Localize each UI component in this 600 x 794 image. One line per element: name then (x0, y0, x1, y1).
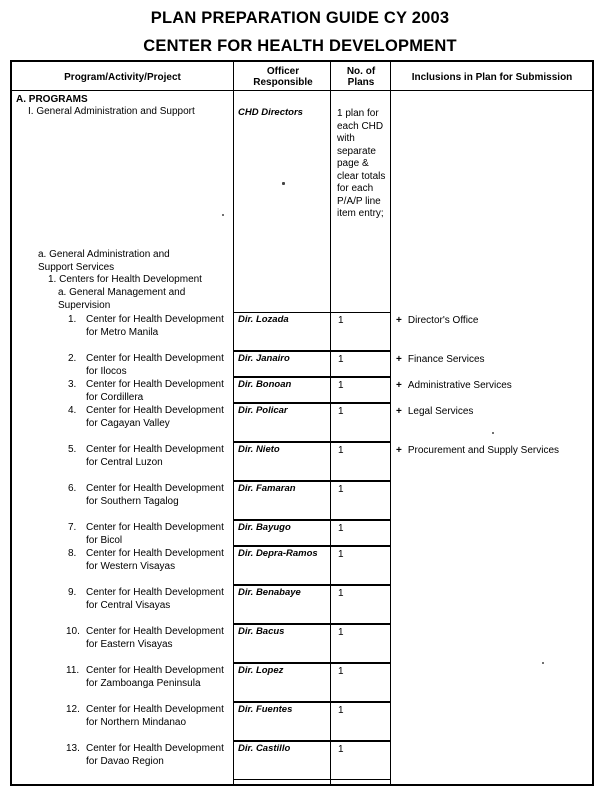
document-title: PLAN PREPARATION GUIDE CY 2003 (150, 9, 450, 27)
row-number: 13. (66, 743, 80, 754)
row-plans: 1 (338, 315, 344, 326)
header-officer: Officer Responsible (253, 66, 313, 88)
row-center-name: Center for Health Development for Eastern Visayas (86, 626, 224, 650)
row-officer: Dir. Depra-Ramos (238, 548, 318, 559)
inclusion-label: Finance Services (407, 354, 485, 365)
subprogram-a2: a. General Management and Supervision (58, 287, 186, 311)
inclusion-label: Director's Office (407, 315, 479, 326)
row-officer: Dir. Benabaye (238, 587, 301, 598)
inclusion-item (396, 380, 512, 393)
row-center-name: Center for Health Development for Metro Manila (86, 314, 224, 338)
plus-icon: + (396, 354, 402, 365)
program-plans: 1 plan for each CHD with separate page & clear totals for each P/A/P line item entry; (337, 108, 386, 219)
header-plans: No. of Plans (346, 66, 376, 88)
inclusion-item (396, 315, 478, 328)
plan-table (10, 60, 594, 786)
row-center-name: Center for Health Development for Northern Mindanao (86, 704, 224, 728)
row-center-name: Center for Health Development for Central Visayas (86, 587, 224, 611)
inclusion-label: Legal Services (407, 406, 474, 417)
row-center-name: Center for Health Development for Southern Tagalog (86, 483, 224, 507)
scan-speck (222, 214, 224, 216)
row-number: 7. (68, 522, 77, 533)
row-plans: 1 (338, 380, 344, 391)
row-number: 1. (68, 314, 77, 325)
row-plans: 1 (338, 406, 344, 417)
row-officer: Dir. Lozada (238, 314, 289, 325)
row-number: 12. (66, 704, 80, 715)
row-plans: 1 (338, 523, 344, 534)
inclusion-label: Procurement and Supply Services (407, 445, 560, 456)
row-center-name: Center for Health Development for Bicol (86, 522, 224, 546)
inclusion-item (396, 354, 485, 367)
row-plans: 1 (338, 705, 344, 716)
row-officer: Dir. Bacus (238, 626, 285, 637)
row-officer: Dir. Bonoan (238, 379, 292, 390)
row-center-name: Center for Health Development for Central Luzon (86, 444, 224, 468)
row-number: 6. (68, 483, 77, 494)
row-officer: Dir. Castillo (238, 743, 291, 754)
inclusion-label: Administrative Services (407, 380, 512, 391)
inclusion-item (396, 445, 559, 458)
row-plans: 1 (338, 484, 344, 495)
row-number: 4. (68, 405, 77, 416)
subprogram-a: a. General Administration and Support Services (38, 249, 170, 273)
header-program: Program/Activity/Project (64, 71, 181, 83)
row-officer: Dir. Lopez (238, 665, 284, 676)
document-subtitle: CENTER FOR HEALTH DEVELOPMENT (143, 37, 457, 55)
row-plans: 1 (338, 744, 344, 755)
scan-speck (492, 432, 494, 434)
inclusion-item (396, 406, 473, 419)
section-heading: A. PROGRAMS (16, 94, 88, 105)
header-inclusions: Inclusions in Plan for Submission (411, 71, 573, 83)
row-number: 11. (66, 665, 80, 676)
row-plans: 1 (338, 588, 344, 599)
row-plans: 1 (338, 445, 344, 456)
row-center-name: Center for Health Development for Western Visayas (86, 548, 224, 572)
row-center-name: Center for Health Development for Davao Region (86, 743, 224, 767)
program-officer: CHD Directors (238, 107, 303, 118)
subprogram-1: 1. Centers for Health Development (48, 274, 202, 285)
row-officer: Dir. Famaran (238, 483, 296, 494)
row-number: 9. (68, 587, 77, 598)
row-plans: 1 (338, 627, 344, 638)
row-plans: 1 (338, 666, 344, 677)
row-officer: Dir. Fuentes (238, 704, 293, 715)
row-officer: Dir. Bayugo (238, 522, 291, 533)
row-plans: 1 (338, 354, 344, 365)
row-number: 5. (68, 444, 77, 455)
row-officer: Dir. Janairo (238, 353, 290, 364)
program-label: I. General Administration and Support (28, 106, 195, 117)
row-number: 3. (68, 379, 77, 390)
row-officer: Dir. Policar (238, 405, 288, 416)
row-plans: 1 (338, 549, 344, 560)
row-center-name: Center for Health Development for Ilocos (86, 353, 224, 377)
row-number: 2. (68, 353, 77, 364)
row-center-name: Center for Health Development for Zamboanga Peninsula (86, 665, 224, 689)
plus-icon: + (396, 380, 402, 391)
row-number: 10. (66, 626, 80, 637)
row-number: 8. (68, 548, 77, 559)
plus-icon: + (396, 406, 402, 417)
column-divider (390, 62, 391, 784)
row-officer: Dir. Nieto (238, 444, 280, 455)
scan-speck (282, 182, 285, 185)
scan-speck (542, 662, 544, 664)
row-center-name: Center for Health Development for Cordillera (86, 379, 224, 403)
plus-icon: + (396, 445, 402, 456)
row-center-name: Center for Health Development for Cagayan Valley (86, 405, 224, 429)
plus-icon: + (396, 315, 402, 326)
